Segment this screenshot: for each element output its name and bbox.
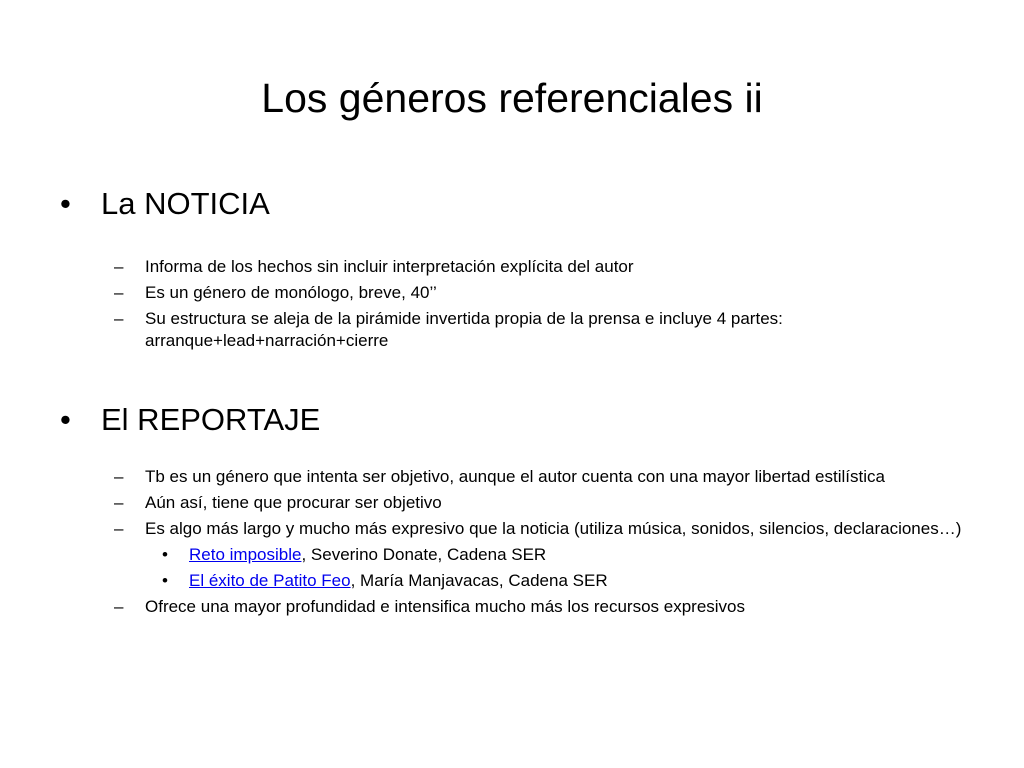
item-text: Aún así, tiene que procurar ser objetivo xyxy=(145,493,442,512)
bullet-heading-reportaje xyxy=(0,398,1024,442)
bullet-icon: • xyxy=(60,402,71,437)
item-text: Es algo más largo y mucho más expresivo que la noticia (utiliza música, sonidos, silencios, declaraciones…) xyxy=(145,519,962,538)
item-text: Ofrece una mayor profundidad e intensifica mucho más los recursos expresivos xyxy=(145,597,746,616)
list-item xyxy=(0,518,1024,540)
dash-icon: – xyxy=(114,257,124,276)
item-text: Es un género de monólogo, breve, 40’’ xyxy=(145,283,437,302)
list-item xyxy=(0,256,1024,278)
example-details: , María Manjavacas, Cadena SER xyxy=(350,571,608,590)
list-item xyxy=(0,308,1024,352)
bullet-icon: • xyxy=(162,545,168,564)
item-text: Su estructura se aleja de la pirámide invertida propia de la prensa e incluye 4 partes: arranque+lead+narración+cierre xyxy=(145,309,783,350)
section-noticia xyxy=(0,182,1024,352)
link-exito-patito-feo[interactable]: El éxito de Patito Feo xyxy=(189,571,351,590)
bullet-icon: • xyxy=(60,186,71,221)
dash-icon: – xyxy=(114,493,124,512)
dash-icon: – xyxy=(114,283,124,302)
link-reto-imposible[interactable]: Reto imposible xyxy=(189,545,302,564)
item-text: Informa de los hechos sin incluir interpretación explícita del autor xyxy=(145,257,634,276)
list-item xyxy=(0,492,1024,514)
bullet-icon: • xyxy=(162,571,168,590)
bullet-heading-noticia xyxy=(0,182,1024,226)
dash-icon: – xyxy=(114,597,124,616)
list-item xyxy=(0,282,1024,304)
slide-title: Los géneros referenciales ii xyxy=(261,75,763,121)
list-item xyxy=(0,596,1024,618)
example-details: , Severino Donate, Cadena SER xyxy=(301,545,547,564)
dash-icon: – xyxy=(114,519,124,538)
example-item xyxy=(0,544,1024,566)
dash-icon: – xyxy=(114,309,124,328)
dash-icon: – xyxy=(114,467,124,486)
section-reportaje xyxy=(0,398,1024,618)
item-text: Tb es un género que intenta ser objetivo, aunque el autor cuenta con una mayor libertad estilística xyxy=(145,467,885,486)
example-item xyxy=(0,570,1024,592)
heading-reportaje: El REPORTAJE xyxy=(101,402,321,437)
list-item xyxy=(0,466,1024,488)
heading-noticia: La NOTICIA xyxy=(101,186,270,221)
